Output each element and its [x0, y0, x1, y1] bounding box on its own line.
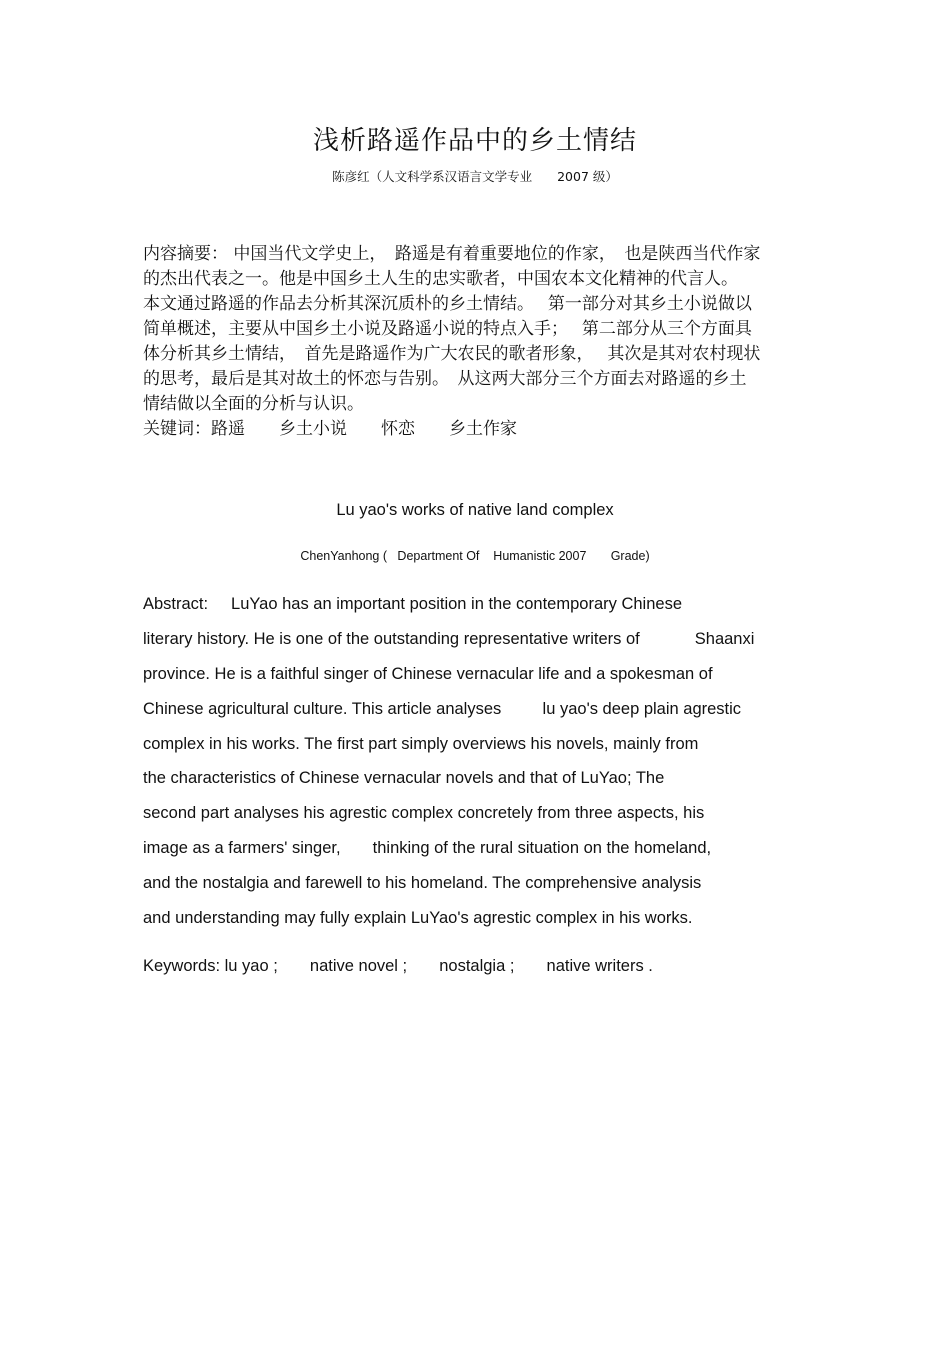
chinese-abstract-line: 内容摘要： 中国当代文学史上， 路遥是有着重要地位的作家， 也是陕西当代作家 [143, 244, 761, 264]
english-abstract-line: and understanding may fully explain LuYao's agrestic complex in his works. [143, 909, 693, 928]
chinese-abstract-line: 的杰出代表之一。他是中国乡土人生的忠实歌者，中国农本文化精神的代言人。 [143, 269, 738, 289]
english-abstract-line: literary history. He is one of the outstanding representative writers of Shaanxi [143, 629, 755, 648]
chinese-abstract [143, 242, 803, 417]
chinese-keywords: 关键词：路遥 乡土小说 怀恋 乡土作家 [143, 419, 517, 439]
english-abstract-line: province. He is a faithful singer of Chinese vernacular life and a spokesman of [143, 664, 713, 683]
english-abstract [143, 592, 823, 941]
english-keywords: Keywords: lu yao ; native novel ; nostalgia ; native writers . [143, 957, 653, 975]
chinese-abstract-line: 的思考，最后是其对故土的怀恋与告别。 从这两大部分三个方面去对路遥的乡土 [143, 369, 747, 389]
english-abstract-line: Chinese agricultural culture. This article analyses lu yao's deep plain agrestic [143, 699, 742, 718]
english-abstract-line: second part analyses his agrestic complex concretely from three aspects, his [143, 804, 705, 823]
chinese-abstract-line: 本文通过路遥的作品去分析其深沉质朴的乡土情结。 第一部分对其乡土小说做以 [143, 294, 752, 314]
chinese-title: 浅析路遥作品中的乡土情结 [312, 126, 637, 156]
chinese-abstract-line: 体分析其乡土情结， 首先是路遥作为广大农民的歌者形象， 其次是其对农村现状 [143, 344, 761, 364]
english-abstract-line: the characteristics of Chinese vernacular novels and that of LuYao; The [143, 769, 665, 788]
english-abstract-line: image as a farmers' singer, thinking of the rural situation on the homeland, [143, 839, 712, 858]
english-author-line: ChenYanhong ( Department Of Humanistic 2007 Grade) [300, 549, 650, 563]
chinese-abstract-line: 简单概述，主要从中国乡土小说及路遥小说的特点入手； 第二部分从三个方面具 [143, 319, 752, 339]
chinese-abstract-line: 情结做以全面的分析与认识。 [143, 394, 364, 414]
chinese-author-line: 陈彦红（人文科学系汉语言文学专业 2007 级） [332, 169, 618, 184]
english-abstract-line: Abstract: LuYao has an important position in the contemporary Chinese [143, 595, 682, 613]
english-abstract-line: complex in his works. The first part simply overviews his novels, mainly from [143, 734, 699, 753]
english-title: Lu yao's works of native land complex [336, 501, 614, 519]
english-abstract-line: and the nostalgia and farewell to his homeland. The comprehensive analysis [143, 874, 702, 893]
